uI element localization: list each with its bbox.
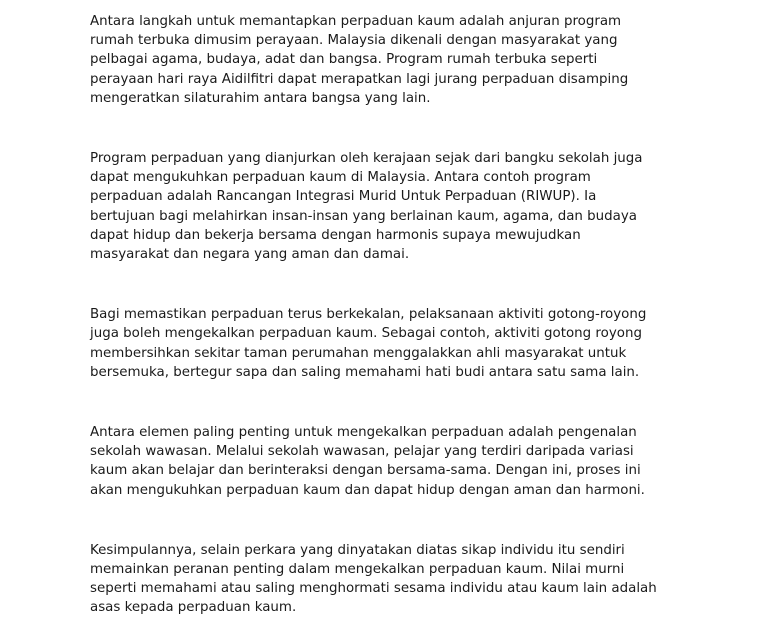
paragraph-gotong-royong: Bagi memastikan perpaduan terus berkekalan, pelaksanaan aktiviti gotong-royong juga boleh mengekalkan perpaduan kaum. Sebagai contoh, aktiviti gotong royong membersihkan sekitar taman perumahan menggalakkan ahli masyarakat untuk bersemuka, bertegur sapa dan saling memahami hati budi antara satu sama lain. xyxy=(90,307,647,380)
document-page xyxy=(90,12,690,618)
paragraph-rumah-terbuka: Antara langkah untuk memantapkan perpaduan kaum adalah anjuran program rumah terbuka dimusim perayaan. Malaysia dikenali dengan masyarakat yang pelbagai agama, budaya, adat dan bangsa. Program rumah terbuka seperti perayaan hari raya Aidilfitri dapat merapatkan lagi jurang perpaduan disamping mengeratkan silaturahim antara bangsa yang lain. xyxy=(90,14,629,106)
paragraph-kesimpulan: Kesimpulannya, selain perkara yang dinyatakan diatas sikap individu itu sendiri memainkan peranan penting dalam mengekalkan perpaduan kaum. Nilai murni seperti memahami atau saling menghormati sesama individu atau kaum lain adalah asas kepada perpaduan kaum. xyxy=(90,542,657,616)
paragraph-sekolah-wawasan: Antara elemen paling penting untuk mengekalkan perpaduan adalah pengenalan sekolah wawasan. Melalui sekolah wawasan, pelajar yang terdiri daripada variasi kaum akan belajar dan berinteraksi dengan bersama-sama. Dengan ini, proses ini akan mengukuhkan perpaduan kaum dan dapat hidup dengan aman dan harmoni. xyxy=(90,425,645,498)
paragraph-program-perpaduan: Program perpaduan yang dianjurkan oleh kerajaan sejak dari bangku sekolah juga dapat mengukuhkan perpaduan kaum di Malaysia. Antara contoh program perpaduan adalah Rancangan Integrasi Murid Untuk Perpaduan (RIWUP). Ia bertujuan bagi melahirkan insan-insan yang berlainan kaum, agama, dan budaya dapat hidup dan bekerja bersama dengan harmonis supaya mewujudkan masyarakat dan negara yang aman dan damai. xyxy=(90,151,643,263)
